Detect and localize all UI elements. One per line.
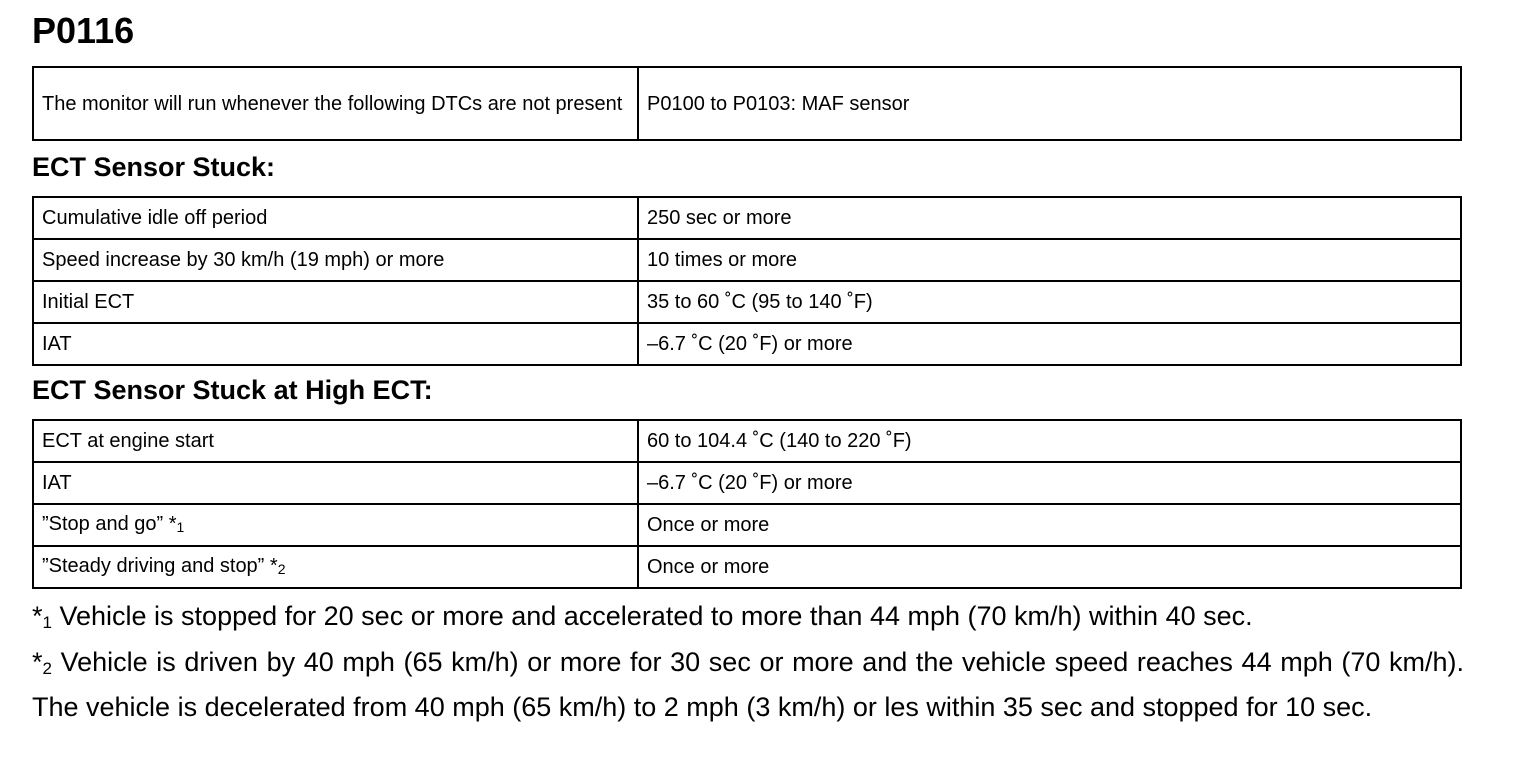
- ect-stuck-high-table: [32, 419, 1462, 589]
- footnote-text: Vehicle is driven by 40 mph (65 km/h) or more for 30 sec or more and the vehicle speed reaches 44 mph (70 km/h). The vehicle is decelerated from 40 mph (65 km/h) to 2 mph (3 km/h) or les within 35 sec and stopped for 10 sec.: [32, 646, 1464, 722]
- table-cell-label: [33, 546, 638, 588]
- table-cell-label: Cumulative idle off period: [33, 197, 638, 239]
- table-cell-value: 60 to 104.4 ˚C (140 to 220 ˚F): [638, 420, 1461, 462]
- footnote-marker: $*_1$: [32, 601, 52, 632]
- table-cell-value: 35 to 60 ˚C (95 to 140 ˚F): [638, 281, 1461, 323]
- row-label-text: ”Stop and go” *: [42, 512, 177, 535]
- row-label-text: ”Steady driving and stop” *: [42, 554, 278, 577]
- section-heading-ect-stuck-high: ECT Sensor Stuck at High ECT:: [32, 375, 433, 405]
- table-cell-label: [33, 504, 638, 546]
- table-cell-label: Initial ECT: [33, 281, 638, 323]
- table-cell-value: Once or more: [638, 504, 1461, 546]
- monitor-conditions-table: [32, 66, 1462, 141]
- table-cell-label: The monitor will run whenever the following DTCs are not present: [33, 67, 638, 140]
- table-row: [33, 281, 1461, 323]
- table-cell-label: IAT: [33, 462, 638, 504]
- table-row: [33, 239, 1461, 281]
- table-row: [33, 197, 1461, 239]
- footnote-1: [32, 597, 1464, 643]
- ect-stuck-table: [32, 196, 1462, 366]
- table-row: [33, 504, 1461, 546]
- table-row: [33, 546, 1461, 588]
- table-row: [33, 67, 1461, 140]
- table-cell-value: –6.7 ˚C (20 ˚F) or more: [638, 323, 1461, 365]
- table-cell-value: P0100 to P0103: MAF sensor: [638, 67, 1461, 140]
- footnote-ref: 1: [176, 518, 185, 535]
- footnote-ref: 2: [277, 560, 286, 577]
- table-cell-value: 10 times or more: [638, 239, 1461, 281]
- footnote-2: [32, 643, 1464, 728]
- table-cell-value: Once or more: [638, 546, 1461, 588]
- section-heading-ect-stuck: ECT Sensor Stuck:: [32, 152, 276, 182]
- table-cell-label: IAT: [33, 323, 638, 365]
- table-cell-label: Speed increase by 30 km/h (19 mph) or more: [33, 239, 638, 281]
- page-title: P0116: [32, 10, 135, 51]
- table-row: [33, 462, 1461, 504]
- table-cell-value: 250 sec or more: [638, 197, 1461, 239]
- footnotes: [32, 597, 1464, 728]
- table-cell-label: ECT at engine start: [33, 420, 638, 462]
- footnote-marker: $*_2$: [32, 646, 52, 678]
- table-row: [33, 420, 1461, 462]
- table-row: [33, 323, 1461, 365]
- table-cell-value: –6.7 ˚C (20 ˚F) or more: [638, 462, 1461, 504]
- footnote-text: Vehicle is stopped for 20 sec or more and accelerated to more than 44 mph (70 km/h) within 40 sec.: [51, 601, 1253, 631]
